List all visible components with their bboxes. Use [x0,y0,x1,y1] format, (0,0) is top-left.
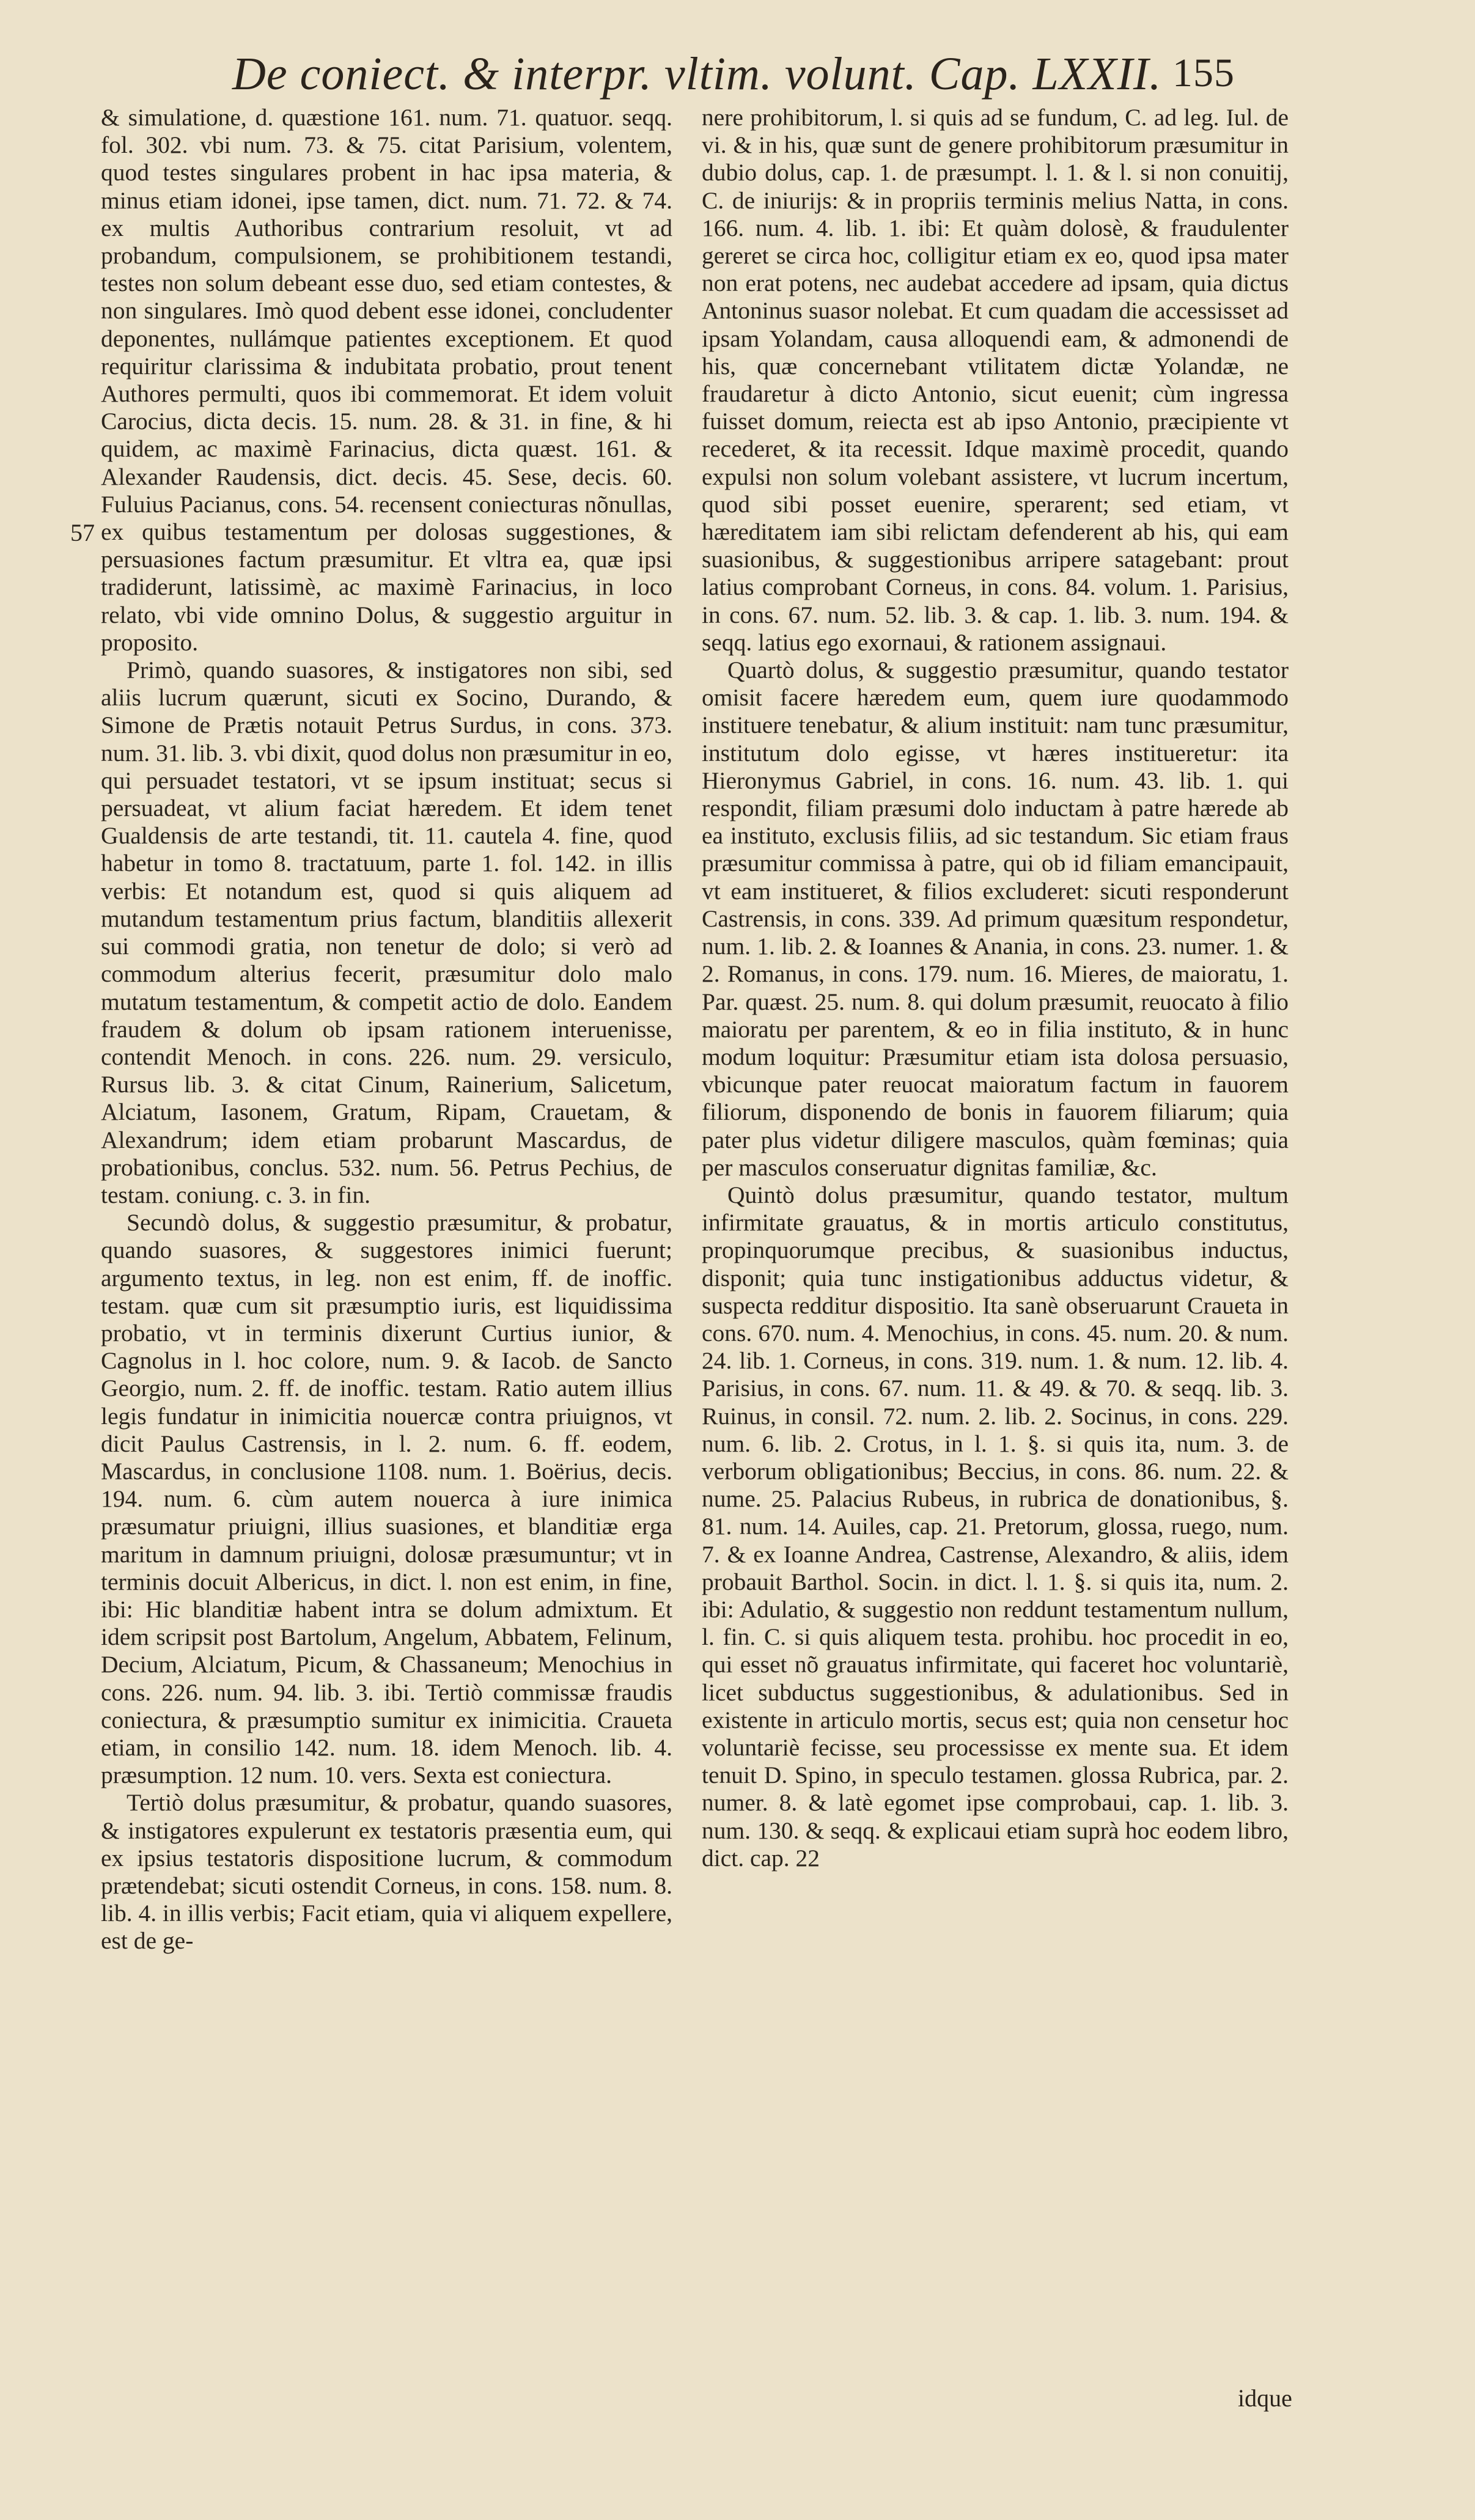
left-paragraph-4: Tertiò dolus præsumitur, & probatur, quando suasores, & instigatores expulerunt ex testatoris præsentia eum, qui ex ipsius testatoris dispositione lucrum, & commodum prætendebat; sicuti ostendit Corneus, in cons. 158. num. 8. lib. 4. in illis verbis; Facit etiam, quia vi aliquem expellere, est de ge- [101,1789,672,1955]
running-title: De coniect. & interpr. vltim. volunt. Cap. LXXII. [232,48,1162,100]
right-column [702,104,1289,1872]
left-paragraph-1: & simulatione, d. quæstione 161. num. 71. quatuor. seqq. fol. 302. vbi num. 73. & 75. citat Parisium, volentem, quod testes singulares probent in hac ipsa materia, & minus etiam idonei, ipse tamen, dict. num. 71. 72. & 74. ex multis Authoribus contrarium resoluit, vt ad probandum, compulsionem, se prohibitionem testandi, testes non solum debeant esse duo, sed etiam contestes, & non singulares. Imò quod debent esse idonei, concludenter deponentes, nullámque patientes exceptionem. Et quod requiritur clarissima & indubitata probatio, prout tenent Authores permulti, quos ibi commemorat. Et idem voluit Carocius, dicta decis. 15. num. 28. & 31. in fine, & hi quidem, ac maximè Farinacius, dicta quæst. 161. & Alexander Raudensis, dict. decis. 45. Sese, decis. 60. Fuluius Pacianus, cons. 54. recensent coniecturas nõnullas, ex quibus testamentum per dolosas suggestiones, & persuasiones factum præsumitur. Et vltra ea, quæ ipsi tradiderunt, latissimè, ac maximè Farinacius, in loco relato, vbi vide omnino Dolus, & suggestio arguitur in proposito. [101,104,672,656]
margin-note-number: 57 [70,519,95,546]
left-column [101,104,672,1955]
left-paragraph-2: Primò, quando suasores, & instigatores non sibi, sed aliis lucrum quærunt, sicuti ex Socino, Durando, & Simone de Prætis notauit Petrus Surdus, in cons. 373. num. 31. lib. 3. vbi dixit, quod dolus non præsumitur in eo, qui persuadet testatori, vt se ipsum instituat; secus si persuadeat, vt alium faciat hæredem. Et idem tenet Gualdensis de arte testandi, tit. 11. cautela 4. fine, quod habetur in tomo 8. tractatuum, parte 1. fol. 142. in illis verbis: Et notandum est, quod si quis aliquem ad mutandum testamentum prius factum, blanditiis allexerit sui commodi gratia, non tenetur de dolo; si verò ad commodum alterius fecerit, præsumitur dolo malo mutatum testamentum, & competit actio de dolo. Eandem fraudem & dolum ob ipsam rationem interuenisse, contendit Menoch. in cons. 226. num. 29. versiculo, Rursus lib. 3. & citat Cinum, Rainerium, Salicetum, Alciatum, Iasonem, Gratum, Ripam, Crauetam, & Alexandrum; idem etiam probarunt Mascardus, de probationibus, conclus. 532. num. 56. Petrus Pechius, de testam. coniung. c. 3. in fin. [101,656,672,1208]
right-paragraph-2: Quartò dolus, & suggestio præsumitur, quando testator omisit facere hæredem eum, quem iure quodammodo instituere tenebatur, & alium instituit: nam tunc præsumitur, institutum dolo egisse, vt hæres institueretur: ita Hieronymus Gabriel, in cons. 16. num. 43. lib. 1. qui respondit, filiam præsumi dolo inductam à patre hærede ab ea instituto, exclusis filiis, ad sic testandum. Sic etiam fraus præsumitur commissa à patre, qui ob id filiam emancipauit, vt eam institueret, & filios excluderet: sicuti responderunt Castrensis, in cons. 339. Ad primum quæsitum respondetur, num. 1. lib. 2. & Ioannes & Anania, in cons. 23. numer. 1. & 2. Romanus, in cons. 179. num. 16. Mieres, de maioratu, 1. Par. quæst. 25. num. 8. qui dolum præsumit, reuocato à filio maioratu per parentem, & eo in filia instituto, & in hunc modum loquitur: Præsumitur etiam ista dolosa persuasio, vbicunque pater reuocat maioratum factum in fauorem filiorum, disponendo de bonis in fauorem filiarum; quia pater plus videtur diligere masculos, quàm fœminas; quia per masculos conseruatur dignitas familiæ, &c. [702,656,1289,1181]
right-paragraph-3: Quintò dolus præsumitur, quando testator, multum infirmitate grauatus, & in mortis articulo constitutus, propinquorumque precibus, & suasionibus inductus, disponit; quia tunc instigationibus adductus videtur, & suspecta redditur dispositio. Ita sanè obseruarunt Craueta in cons. 670. num. 4. Menochius, in cons. 45. num. 20. & num. 24. lib. 1. Corneus, in cons. 319. num. 1. & num. 12. lib. 4. Parisius, in cons. 67. num. 11. & 49. & 70. & seqq. lib. 3. Ruinus, in consil. 72. num. 2. lib. 2. Socinus, in cons. 229. num. 6. lib. 2. Crotus, in l. 1. §. si quis ita, num. 3. de verborum obligationibus; Beccius, in cons. 86. num. 22. & nume. 25. Palacius Rubeus, in rubrica de donationibus, §. 81. num. 14. Auiles, cap. 21. Pretorum, glossa, ruego, num. 7. & ex Ioanne Andrea, Castrense, Alexandro, & aliis, idem probauit Barthol. Socin. in dict. l. 1. §. si quis ita, num. 2. ibi: Adulatio, & suggestio non reddunt testamentum nullum, l. fin. C. si quis aliquem testa. prohibu. hoc procedit in eo, qui esset nõ grauatus infirmitate, qui faceret hoc voluntariè, licet subductus suggestionibus, & adulationibus. Sed in existente in articulo mortis, secus est; quia non censetur hoc voluntariè fecisse, seu processisse ex mente sua. Et idem tenuit D. Spino, in speculo testamen. glossa Rubrica, par. 2. numer. 8. & latè egomet ipse comprobaui, cap. 1. lib. 3. num. 130. & seqq. & explicaui etiam suprà hoc eodem libro, dict. cap. 22 [702,1181,1289,1872]
right-paragraph-1: nere prohibitorum, l. si quis ad se fundum, C. ad leg. Iul. de vi. & in his, quæ sunt de genere prohibitorum præsumitur in dubio dolus, cap. 1. de præsumpt. l. 1. & l. si non conuitij, C. de iniurijs: & in propriis terminis melius Natta, in cons. 166. num. 4. lib. 1. ibi: Et quàm dolosè, & fraudulenter gereret se circa hoc, colligitur etiam ex eo, quod ipsa mater non erat potens, nec audebat accedere ad ipsam, quia dictus Antoninus suasor nolebat. Et cum quadam die accessisset ad ipsam Yolandam, causa alloquendi eam, & admonendi de his, quæ concernebant vtilitatem dictæ Yolandæ, ne fraudaretur à dicto Antonio, sicut euenit; cùm ingressa fuisset domum, reiecta est ab ipso Antonio, præcipiente vt recederet, & ita recessit. Idque maximè procedit, quando expulsi non solum volebant assistere, vt lucrum incertum, quod sibi posset euenire, sperarent; sed etiam, vt hæreditatem iam sibi relictam defenderent ab his, qui eam suasionibus, & suggestionibus arripere satagebant: prout latius comprobant Corneus, in cons. 84. volum. 1. Parisius, in cons. 67. num. 52. lib. 3. & cap. 1. lib. 3. num. 194. & seqq. latius ego exornaui, & rationem assignaui. [702,104,1289,656]
page-number: 155 [1172,51,1235,95]
left-paragraph-3: Secundò dolus, & suggestio præsumitur, & probatur, quando suasores, & suggestores inimici fuerunt; argumento textus, in leg. non est enim, ff. de inoffic. testam. quæ cum sit præsumptio iuris, est liquidissima probatio, vt in terminis dixerunt Curtius iunior, & Cagnolus in l. hoc colore, num. 9. & Iacob. de Sancto Georgio, num. 2. ff. de inoffic. testam. Ratio autem illius legis fundatur in inimicitia nouercæ contra priuignos, vt dicit Paulus Castrensis, in l. 2. num. 6. ff. eodem, Mascardus, in conclusione 1108. num. 1. Boërius, decis. 194. num. 6. cùm autem nouerca à iure inimica præsumatur priuigni, illius suasiones, et blanditiæ erga maritum in damnum priuigni, dolosæ præsumuntur; vt in terminis docuit Albericus, in dict. l. non est enim, in fine, ibi: Hic blanditiæ habent intra se dolum admixtum. Et idem scripsit post Bartolum, Angelum, Abbatem, Felinum, Decium, Alciatum, Picum, & Chassaneum; Menochius in cons. 226. num. 94. lib. 3. ibi. Tertiò commissæ fraudis coniectura, & præsumptio sumitur ex inimicitia. Craueta etiam, in consilio 142. num. 18. idem Menoch. lib. 4. præsumption. 12 num. 10. vers. Sexta est coniectura. [101,1209,672,1789]
catchword: idque [1238,2384,1292,2412]
